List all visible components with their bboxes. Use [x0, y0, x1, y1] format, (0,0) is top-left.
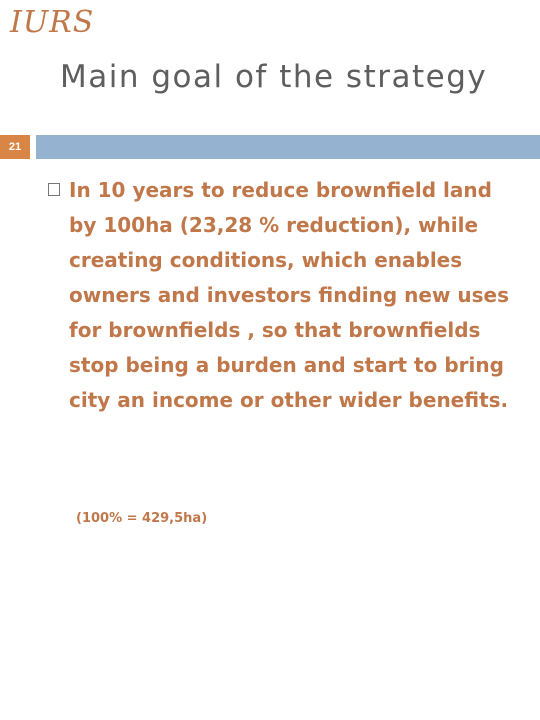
slide-number: 21 [8, 141, 22, 153]
footnote: (100% = 429,5ha) [76, 511, 208, 526]
slide-title: Main goal of the strategy [60, 59, 488, 95]
square-bullet-icon [48, 183, 60, 196]
bullet-text: In 10 years to reduce brownfield land by 100ha (23,28 % reduction), while creating conditions, which enables owners and investors finding new uses for brownfields , so that brownfields stop being a burden and start to bring city an income or other wider benefits. [69, 178, 509, 412]
header-bar [36, 135, 540, 159]
slide-number-badge [0, 135, 30, 159]
logo-text: IURS [10, 5, 95, 40]
